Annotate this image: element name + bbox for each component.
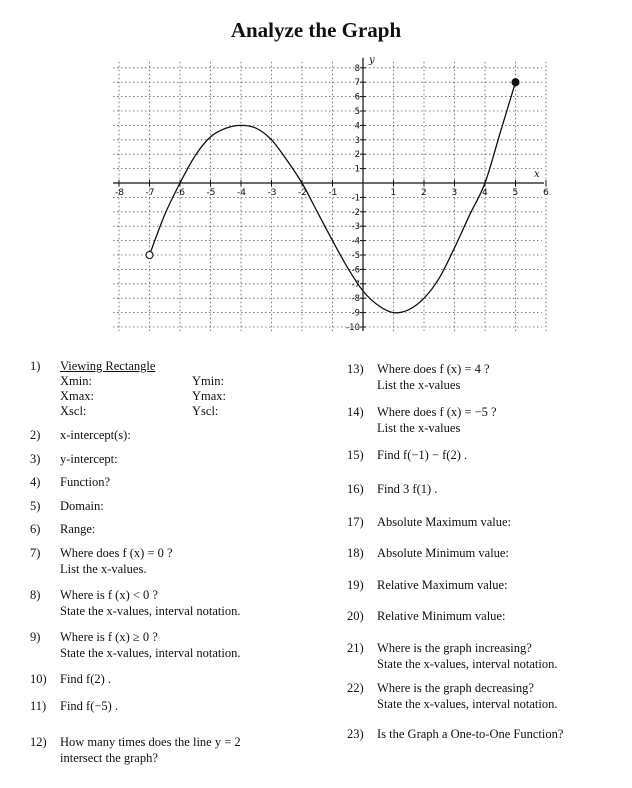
x-tick-label: -7 xyxy=(145,188,155,198)
y-tick-label: 1 xyxy=(354,164,360,175)
x-tick-label: -1 xyxy=(328,188,338,198)
question-20: 20) Relative Minimum value: xyxy=(347,609,506,623)
y-tick-label: 4 xyxy=(354,121,360,132)
open-endpoint xyxy=(146,252,153,259)
y-tick-label: -5 xyxy=(351,251,360,261)
y-tick-label: -7 xyxy=(351,279,360,290)
vr-xscl: Xscl: xyxy=(60,404,87,418)
x-tick-label: 5 xyxy=(512,188,519,198)
question-16: 16) Find 3 f(1) . xyxy=(347,482,438,496)
question-3: 3) y-intercept: xyxy=(30,452,118,466)
x-axis-label: x xyxy=(534,169,540,180)
y-tick-label: 5 xyxy=(354,107,360,117)
question-18: 18) Absolute Minimum value: xyxy=(347,546,509,560)
vr-yscl: Yscl: xyxy=(192,404,219,418)
question-10: 10) Find f(2) . xyxy=(30,672,112,686)
question-23: 23) Is the Graph a One-to-One Function? xyxy=(347,727,564,741)
y-axis-label: y xyxy=(369,54,375,66)
x-tick-label: 2 xyxy=(421,188,427,198)
y-tick-label: -10 xyxy=(346,323,360,333)
x-tick-label: 6 xyxy=(543,188,549,198)
x-tick-label: 4 xyxy=(482,188,488,198)
question-22: 22) Where is the graph decreasing? State the x-values, interval notation. xyxy=(347,681,558,711)
function-graph xyxy=(0,0,632,340)
question-15: 15) Find f(−1) − f(2) . xyxy=(347,448,468,462)
closed-endpoint xyxy=(512,79,519,86)
question-9: 9) Where is f (x) ≥ 0 ? State the x-values, interval notation. xyxy=(30,630,241,660)
y-tick-label: -9 xyxy=(351,308,360,319)
question-12: 12) How many times does the line y = 2 intersect the graph? xyxy=(30,735,241,765)
y-tick-label: 8 xyxy=(354,63,360,74)
y-tick-label: -2 xyxy=(351,207,360,218)
question-6: 6) Range: xyxy=(30,522,96,536)
question-1: 1) Viewing Rectangle xyxy=(30,359,156,373)
y-tick-label: -8 xyxy=(351,294,360,305)
x-tick-label: -6 xyxy=(176,188,185,198)
vr-xmin: Xmin: xyxy=(60,374,92,388)
question-2: 2) x-intercept(s): xyxy=(30,428,131,442)
question-4: 4) Function? xyxy=(30,475,110,489)
x-tick-label: -8 xyxy=(115,188,124,198)
y-tick-label: 6 xyxy=(354,92,360,103)
y-tick-label: 2 xyxy=(354,150,360,161)
question-5: 5) Domain: xyxy=(30,499,104,513)
x-tick-label: -2 xyxy=(298,188,307,198)
y-tick-label: 7 xyxy=(354,78,360,89)
question-7: 7) Where does f (x) = 0 ? List the x-values. xyxy=(30,546,173,576)
y-tick-label: -3 xyxy=(351,222,360,233)
x-tick-label: 3 xyxy=(451,188,458,198)
x-tick-label: 1 xyxy=(390,188,397,198)
question-11: 11) Find f(−5) . xyxy=(30,699,119,713)
y-tick-label: -1 xyxy=(351,193,360,204)
question-8: 8) Where is f (x) < 0 ? State the x-values, interval notation. xyxy=(30,588,241,618)
vr-xmax: Xmax: xyxy=(60,389,95,403)
y-tick-label: -6 xyxy=(351,265,360,276)
y-tick-label: -4 xyxy=(351,236,360,247)
y-tick-label: 3 xyxy=(354,135,360,146)
x-tick-label: -5 xyxy=(206,188,216,198)
x-tick-label: -3 xyxy=(267,188,277,198)
page-title: Analyze the Graph xyxy=(230,18,402,42)
question-14: 14) Where does f (x) = −5 ? List the x-values xyxy=(347,405,497,435)
x-tick-label: -4 xyxy=(237,188,246,198)
question-13: 13) Where does f (x) = 4 ? List the x-values xyxy=(347,362,490,392)
question-17: 17) Absolute Maximum value: xyxy=(347,515,512,529)
question-19: 19) Relative Maximum value: xyxy=(347,578,508,592)
vr-ymax: Ymax: xyxy=(192,389,227,403)
vr-ymin: Ymin: xyxy=(192,374,224,388)
question-21: 21) Where is the graph increasing? State the x-values, interval notation. xyxy=(347,641,558,671)
